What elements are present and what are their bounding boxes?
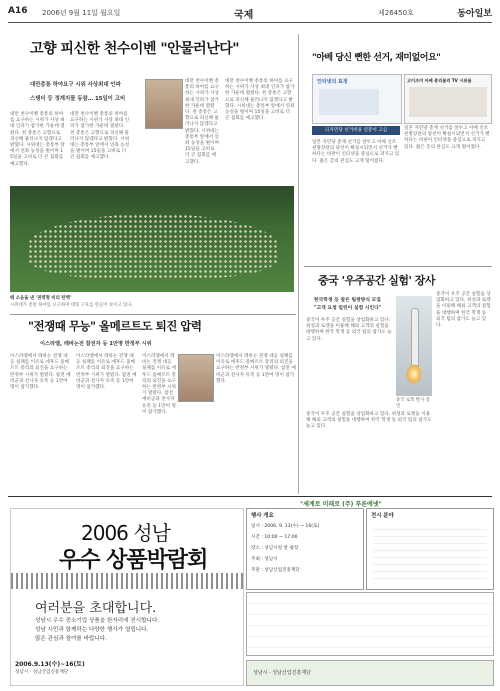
article1-body-col1: 대만 천수이벤 총통의 하야를 요구하는 시위가 사상 최대 인파가 참가한 가운데 열렸다. 천 총통은 고향으로 피신해 물러나지 않겠다고 밝혔다. 시위대는 총통부 앞에서 연좌 농성을 벌이며 15일을 고비로 더 큰 집회를 예고했다.	[10, 112, 65, 167]
web-screenshot-left	[312, 74, 402, 124]
article3-headline: "아베 당신 뻔한 선거, 재미없어요"	[312, 53, 441, 63]
ad-info-row: 일시 : 2006. 9. 13(수) ~ 16(토)	[251, 524, 320, 529]
crowd-formation	[28, 214, 278, 278]
article2-body-col3: 이스라엘에서 레바논 전쟁 대응 실패를 이유로 에후드 올메르트 총리의 퇴진을 요구하는 반정부 시위가 열렸다. 참전 예비군과 전사자 유족 등 1만여 명이 참가했다.	[142, 354, 176, 415]
rocket-caption: 중국 로켓 발사 장면	[396, 398, 430, 409]
article2-body-col4: 이스라엘에서 레바논 전쟁 대응 실패를 이유로 에후드 올메르트 총리의 퇴진을 요구하는 반정부 시위가 열렸다. 참전 예비군과 전사자 유족 등 1만여 명이 참가했다.	[216, 354, 296, 384]
ad-bottom-date: 2006.9.13(수)~16(토)	[15, 661, 85, 668]
protest-photo-caption-detail: 시위대가 총통 하야를 요구하며 대형 구호를 만들어 보이고 있다.	[10, 303, 133, 308]
article1-headline: 고향 피신한 천수이벤 "안물러난다"	[30, 41, 240, 57]
article4-subhead2: "고객 요청 밀린이 실험 시킨다"	[314, 306, 382, 311]
ad-title-year: 2006 성남	[81, 521, 170, 545]
politician-portrait	[178, 354, 214, 402]
article3-badge: 日자민당 선거비용 연봉이 고심	[312, 126, 400, 135]
article4-headline: 중국 '우주공간 실험' 장사	[318, 274, 435, 287]
ad-title-main: 우수 상품박람회	[59, 548, 208, 573]
page-number: A16	[8, 6, 28, 16]
ad-banner	[10, 508, 244, 686]
article4-body-col3: 중국이 우주 공간 실험을 상업화하고 있다. 위성과 로켓을 이용해 해외 고객의 실험을 대행하며 한국 학생 등 외국 팀의 참가도 늘고 있다.	[306, 412, 432, 430]
page-header	[8, 6, 492, 20]
ad-side-title: 전시 분야	[371, 513, 394, 519]
ad-line: 많은 관심과 참여를 바랍니다.	[35, 636, 107, 642]
article2-body-col1: 이스라엘에서 레바논 전쟁 대응 실패를 이유로 에후드 올메르트 총리의 퇴진을 요구하는 반정부 시위가 열렸다. 참전 예비군과 전사자 유족 등 1만여 명이 참가했다.	[10, 354, 71, 391]
ad-bottom-org: 성남시 · 성남산업진흥재단	[15, 670, 69, 675]
article1-subhead1: 대만총통 하야요구 시위 사상최대 인파	[30, 82, 121, 88]
panel-left-title: 인터넷의 표정	[317, 79, 348, 85]
ad-footer-text: 성남시 · 성남산업진흥재단	[253, 670, 311, 676]
article2-body-col2: 이스라엘에서 레바논 전쟁 대응 실패를 이유로 에후드 올메르트 총리의 퇴진을 요구하는 반정부 시위가 열렸다. 참전 예비군과 전사자 유족 등 1만여 명이 참가했다.	[76, 354, 137, 391]
article2-headline: "전쟁때 무능" 올메르트도 퇴진 압력	[28, 319, 202, 333]
article3-body-col1: 일본 자민당 총재 선거를 앞두고 아베 신조 관방장관의 당선이 확실시되면서 선거가 뻔하다는 비판이 인터넷을 중심으로 퍼지고 있다. 젊은 층의 관심도 크게 떨어졌다.	[312, 140, 400, 164]
ad-side-list	[373, 523, 487, 583]
ad-program-table	[246, 592, 494, 656]
protest-photo-caption: 떼 소음을 낸 '권력형 비리 탄핵'	[10, 296, 72, 301]
ad-info-rows	[251, 521, 319, 576]
ad-info-row: 시간 : 10:00 ~ 17:00	[251, 535, 298, 540]
ad-lines	[35, 617, 159, 644]
ad-info-title: 행사 개요	[251, 513, 274, 519]
article2-subhead: 이스라엘, 레바논전 참전자 등 1만명 반정부 시위	[40, 341, 152, 347]
ad-info-row: 주최 : 성남시	[251, 557, 278, 562]
ad-info-box	[246, 508, 364, 590]
article1-body-col4: 대만 천수이벤 총통의 하야를 요구하는 시위가 사상 최대 인파가 참가한 가운데 열렸다. 천 총통은 고향으로 피신해 물러나지 않겠다고 밝혔다. 시위대는 총통부 앞에서 연좌 농성을 벌이며 15일을 고비로 더 큰 집회를 예고했다.	[225, 79, 295, 122]
section-title: 국제	[234, 10, 254, 21]
article1-body-col2: 대만 천수이벤 총통의 하야를 요구하는 시위가 사상 최대 인파가 참가한 가운데 열렸다. 천 총통은 고향으로 피신해 물러나지 않겠다고 밝혔다. 시위대는 총통부 앞에서 연좌 농성을 벌이며 15일을 고비로 더 큰 집회를 예고했다.	[70, 112, 130, 161]
paper-name: 동아일보	[457, 9, 492, 19]
web-screenshot-right	[404, 74, 492, 124]
rocket-body	[411, 308, 419, 366]
ad-side-box	[366, 508, 494, 590]
article4-subhead1: 한국학생 등 참은 팀쌍방식 모집	[314, 298, 381, 303]
issue-number: 제26450호	[378, 9, 414, 17]
rocket-flame	[406, 364, 422, 384]
ad-invite: 여러분을 초대합니다.	[35, 601, 157, 616]
protest-photo	[10, 186, 294, 292]
ad-tagline: "세계로 미래로 (주) 푸른에넷"	[300, 501, 382, 508]
panel-right-title: 고이즈미 아베 총리물러 TV 시위물	[407, 78, 472, 83]
article1-subhead2: 스탱더 등 정계지물 동참… 15일이 고비	[30, 96, 126, 102]
ad-line: 성남 시민과 함께하는 다양한 행사가 열립니다.	[35, 627, 149, 633]
article1-body-col3: 대만 천수이벤 총통의 하야를 요구하는 시위가 사상 최대 인파가 참가한 가운데 열렸다. 천 총통은 고향으로 피신해 물러나지 않겠다고 밝혔다. 시위대는 총통부 앞에서 연좌 농성을 벌이며 15일을 고비로 더 큰 집회를 예고했다.	[185, 79, 219, 165]
ad-info-row: 장소 : 성남시청 앞 광장	[251, 546, 299, 551]
issue-date: 2006년 9월 11일 월요일	[42, 9, 121, 17]
article4-body-col1: 중국이 우주 공간 실험을 상업화하고 있다. 위성과 로켓을 이용해 해외 고객의 실험을 대행하며 한국 학생 등 외국 팀의 참가도 늘고 있다.	[306, 318, 392, 342]
article4-body-col2: 중국이 우주 공간 실험을 상업화하고 있다. 위성과 로켓을 이용해 해외 고객의 실험을 대행하며 한국 학생 등 외국 팀의 참가도 늘고 있다.	[436, 292, 491, 329]
article3-body-col2: 일본 자민당 총재 선거를 앞두고 아베 신조 관방장관의 당선이 확실시되면서 선거가 뻔하다는 비판이 인터넷을 중심으로 퍼지고 있다. 젊은 층의 관심도 크게 떨어졌다.	[404, 126, 490, 150]
ad-line: 성남시 우수 중소기업 상품을 한자리에 전시합니다.	[35, 618, 160, 624]
ad-footer-bar	[246, 660, 494, 686]
person-portrait	[145, 79, 183, 129]
rocket-photo	[396, 296, 432, 396]
ad-info-row: 주관 : 성남산업진흥재단	[251, 568, 300, 573]
ad-decorative-pattern	[11, 573, 243, 589]
